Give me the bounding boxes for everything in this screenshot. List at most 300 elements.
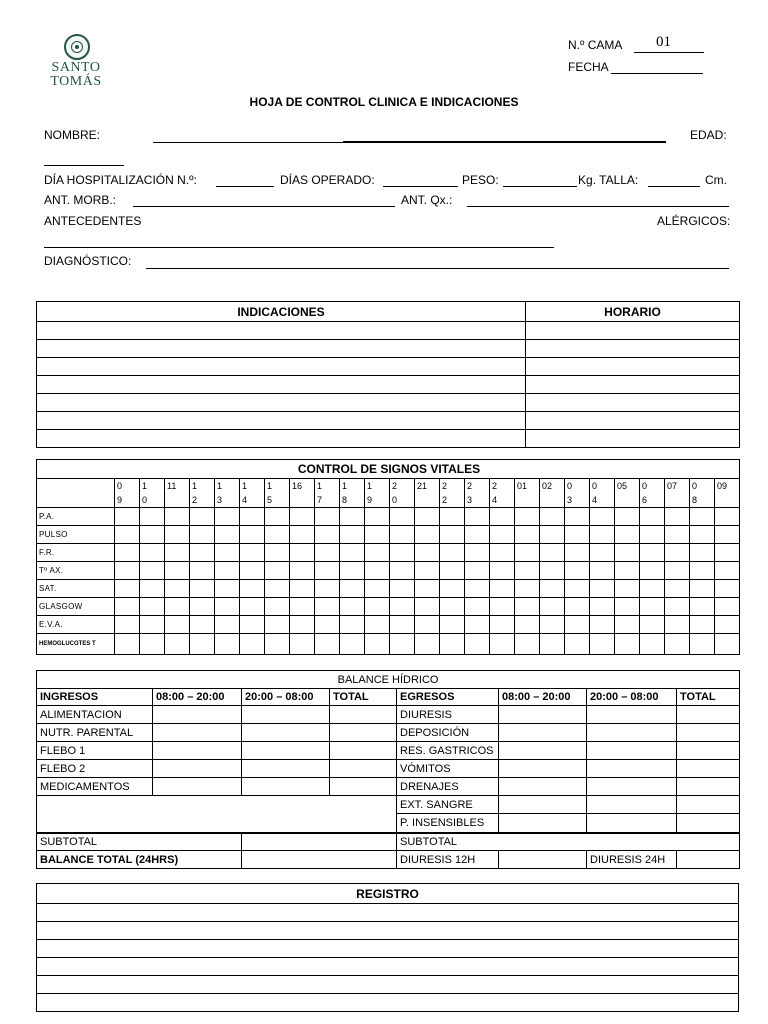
cm-label: Cm. — [705, 173, 727, 187]
vitals-cell[interactable] — [465, 544, 490, 562]
hour-header-cell — [515, 479, 540, 508]
vitals-cell[interactable] — [415, 508, 440, 526]
vitals-cell[interactable] — [540, 544, 565, 562]
vitals-cell[interactable] — [165, 508, 190, 526]
vitals-cell[interactable] — [665, 634, 690, 655]
diuresis12-cell[interactable] — [499, 851, 587, 869]
vitals-cell[interactable] — [565, 508, 590, 526]
vitals-cell[interactable] — [290, 616, 315, 634]
vitals-cell[interactable] — [590, 580, 615, 598]
vitals-cell[interactable] — [440, 508, 465, 526]
vitals-cell[interactable] — [290, 526, 315, 544]
vitals-cell[interactable] — [390, 616, 415, 634]
vitals-cell[interactable] — [115, 616, 140, 634]
vitals-cell[interactable] — [640, 598, 665, 616]
vitals-corner-cell — [37, 479, 115, 508]
ingreso-cell[interactable] — [153, 706, 242, 724]
vitals-cell[interactable] — [415, 634, 440, 655]
vitals-cell[interactable] — [690, 526, 715, 544]
ingreso-total-cell[interactable] — [330, 706, 397, 724]
egreso-cell[interactable] — [587, 760, 677, 778]
vitals-cell[interactable] — [390, 580, 415, 598]
vitals-cell[interactable] — [290, 508, 315, 526]
indicacion-cell[interactable] — [37, 340, 526, 358]
vitals-cell[interactable] — [465, 508, 490, 526]
hour-digit-bottom: 3 — [217, 495, 223, 505]
vitals-cell[interactable] — [240, 508, 265, 526]
vitals-cell[interactable] — [365, 526, 390, 544]
egreso-cell[interactable] — [499, 706, 587, 724]
vitals-cell[interactable] — [290, 544, 315, 562]
hour-digit-top: 05 — [617, 481, 628, 491]
vitals-cell[interactable] — [640, 526, 665, 544]
vitals-cell[interactable] — [515, 544, 540, 562]
vitals-cell[interactable] — [390, 562, 415, 580]
vitals-cell[interactable] — [515, 526, 540, 544]
vitals-cell[interactable] — [665, 562, 690, 580]
vitals-cell[interactable] — [665, 616, 690, 634]
vitals-cell[interactable] — [165, 598, 190, 616]
vitals-cell[interactable] — [140, 580, 165, 598]
vitals-cell[interactable] — [390, 634, 415, 655]
vitals-cell[interactable] — [565, 544, 590, 562]
vitals-cell[interactable] — [140, 634, 165, 655]
horario-cell[interactable] — [526, 412, 740, 430]
vitals-cell[interactable] — [290, 562, 315, 580]
vitals-cell[interactable] — [265, 580, 290, 598]
vitals-row — [37, 508, 740, 526]
egreso-cell[interactable] — [587, 724, 677, 742]
vitals-cell[interactable] — [440, 580, 465, 598]
vitals-cell[interactable] — [365, 598, 390, 616]
indicacion-cell[interactable] — [37, 358, 526, 376]
vitals-cell[interactable] — [265, 526, 290, 544]
vitals-cell[interactable] — [265, 616, 290, 634]
vitals-cell[interactable] — [565, 634, 590, 655]
vitals-cell[interactable] — [140, 616, 165, 634]
registro-row[interactable] — [37, 958, 739, 976]
vitals-cell[interactable] — [115, 562, 140, 580]
vitals-cell[interactable] — [315, 616, 340, 634]
vitals-cell[interactable] — [415, 562, 440, 580]
vitals-cell[interactable] — [165, 616, 190, 634]
egreso-cell[interactable] — [587, 778, 677, 796]
egreso-total-cell[interactable] — [677, 814, 740, 833]
egreso-row-label: DRENAJES — [397, 778, 499, 796]
vitals-cell[interactable] — [715, 634, 740, 655]
vitals-cell[interactable] — [490, 544, 515, 562]
ingreso-cell[interactable] — [153, 742, 242, 760]
edad-label: EDAD: — [690, 128, 727, 142]
vitals-cell[interactable] — [265, 508, 290, 526]
vitals-cell[interactable] — [265, 562, 290, 580]
vitals-cell[interactable] — [465, 526, 490, 544]
vitals-cell[interactable] — [615, 634, 640, 655]
vitals-cell[interactable] — [715, 598, 740, 616]
egresos-header: EGRESOS — [397, 689, 499, 706]
vitals-cell[interactable] — [665, 544, 690, 562]
ingreso-cell[interactable] — [242, 742, 330, 760]
hour-digit-top: 02 — [542, 481, 553, 491]
vitals-cell[interactable] — [440, 598, 465, 616]
vitals-cell[interactable] — [340, 598, 365, 616]
vitals-cell[interactable] — [115, 508, 140, 526]
ingreso-cell[interactable] — [242, 778, 330, 796]
diagnostico-label: DIAGNÓSTICO: — [44, 254, 132, 268]
vitals-cell[interactable] — [515, 508, 540, 526]
ingresos-slot2-header: 20:00 – 08:00 — [242, 689, 330, 706]
vitals-cell[interactable] — [565, 598, 590, 616]
vitals-cell[interactable] — [365, 544, 390, 562]
vitals-cell[interactable] — [440, 616, 465, 634]
vitals-cell[interactable] — [240, 616, 265, 634]
vitals-cell[interactable] — [640, 508, 665, 526]
vitals-cell[interactable] — [215, 508, 240, 526]
vitals-cell[interactable] — [115, 544, 140, 562]
vitals-cell[interactable] — [590, 634, 615, 655]
vitals-cell[interactable] — [490, 616, 515, 634]
indicacion-cell[interactable] — [37, 412, 526, 430]
vitals-cell[interactable] — [190, 562, 215, 580]
ingreso-total-cell[interactable] — [330, 778, 397, 796]
vitals-cell[interactable] — [290, 598, 315, 616]
vitals-cell[interactable] — [690, 544, 715, 562]
hour-digit-top: 21 — [417, 481, 428, 491]
vitals-cell[interactable] — [115, 598, 140, 616]
vitals-cell[interactable] — [615, 562, 640, 580]
hour-digit-top: 2 — [492, 481, 498, 491]
vitals-cell[interactable] — [215, 616, 240, 634]
egreso-cell[interactable] — [499, 814, 587, 833]
vitals-cell[interactable] — [490, 526, 515, 544]
vitals-cell[interactable] — [440, 526, 465, 544]
vitals-cell[interactable] — [615, 526, 640, 544]
vitals-cell[interactable] — [215, 562, 240, 580]
vitals-cell[interactable] — [540, 562, 565, 580]
vitals-cell[interactable] — [590, 508, 615, 526]
vitals-cell[interactable] — [640, 544, 665, 562]
vitals-cell[interactable] — [415, 598, 440, 616]
vitals-cell[interactable] — [665, 508, 690, 526]
hour-digit-top: 2 — [392, 481, 398, 491]
dias-operado-label: DÍAS OPERADO: — [280, 173, 375, 187]
vitals-cell[interactable] — [690, 508, 715, 526]
ingresos-total-header: TOTAL — [330, 689, 397, 706]
horario-cell[interactable] — [526, 322, 740, 340]
vitals-cell[interactable] — [340, 526, 365, 544]
vitals-cell[interactable] — [340, 580, 365, 598]
vitals-cell[interactable] — [415, 616, 440, 634]
diuresis24-cell[interactable] — [677, 851, 740, 869]
egreso-cell[interactable] — [587, 796, 677, 814]
vitals-cell[interactable] — [290, 580, 315, 598]
vitals-cell[interactable] — [715, 580, 740, 598]
hour-digit-bottom: 9 — [367, 495, 373, 505]
vitals-cell[interactable] — [190, 598, 215, 616]
vitals-cell[interactable] — [390, 526, 415, 544]
vitals-cell[interactable] — [715, 544, 740, 562]
vitals-cell[interactable] — [140, 562, 165, 580]
vitals-cell[interactable] — [665, 526, 690, 544]
vitals-cell[interactable] — [690, 616, 715, 634]
vitals-cell[interactable] — [315, 598, 340, 616]
vitals-cell[interactable] — [565, 616, 590, 634]
vitals-cell[interactable] — [390, 544, 415, 562]
vitals-cell[interactable] — [240, 544, 265, 562]
vitals-cell[interactable] — [165, 562, 190, 580]
vitals-cell[interactable] — [115, 580, 140, 598]
vitals-cell[interactable] — [490, 562, 515, 580]
page-title: HOJA DE CONTROL CLINICA E INDICACIONES — [249, 95, 519, 109]
vitals-cell[interactable] — [640, 634, 665, 655]
vitals-cell[interactable] — [665, 598, 690, 616]
vitals-cell[interactable] — [715, 526, 740, 544]
vitals-cell[interactable] — [465, 634, 490, 655]
ingreso-cell[interactable] — [242, 724, 330, 742]
indicacion-cell[interactable] — [37, 322, 526, 340]
vitals-cell[interactable] — [265, 634, 290, 655]
vitals-cell[interactable] — [315, 562, 340, 580]
vitals-cell[interactable] — [240, 526, 265, 544]
balance-table — [36, 670, 740, 869]
egresos-slot1-header: 08:00 – 20:00 — [499, 689, 587, 706]
vitals-cell[interactable] — [615, 616, 640, 634]
vitals-cell[interactable] — [340, 544, 365, 562]
hour-header-cell — [115, 479, 140, 508]
indicacion-cell[interactable] — [37, 376, 526, 394]
vitals-row — [37, 544, 740, 562]
vitals-cell[interactable] — [190, 544, 215, 562]
egreso-total-cell[interactable] — [677, 706, 740, 724]
ingreso-cell[interactable] — [153, 724, 242, 742]
ingreso-cell[interactable] — [153, 760, 242, 778]
vitals-cell[interactable] — [140, 544, 165, 562]
registro-row[interactable] — [37, 904, 739, 922]
vitals-cell[interactable] — [365, 634, 390, 655]
vitals-cell[interactable] — [290, 634, 315, 655]
vitals-cell[interactable] — [490, 634, 515, 655]
hour-header-cell — [440, 479, 465, 508]
vitals-cell[interactable] — [115, 526, 140, 544]
vitals-cell[interactable] — [690, 634, 715, 655]
vitals-cell[interactable] — [340, 616, 365, 634]
ingreso-total-cell[interactable] — [330, 724, 397, 742]
vitals-cell[interactable] — [640, 616, 665, 634]
vitals-cell[interactable] — [365, 580, 390, 598]
vitals-cell[interactable] — [165, 526, 190, 544]
vitals-cell[interactable] — [715, 616, 740, 634]
hour-header-cell — [265, 479, 290, 508]
egreso-cell[interactable] — [587, 706, 677, 724]
vitals-cell[interactable] — [690, 580, 715, 598]
dia-hosp-line — [216, 186, 274, 187]
vitals-cell[interactable] — [140, 598, 165, 616]
vitals-cell[interactable] — [215, 526, 240, 544]
vitals-cell[interactable] — [240, 580, 265, 598]
vitals-cell[interactable] — [465, 562, 490, 580]
vitals-cell[interactable] — [615, 508, 640, 526]
registro-row[interactable] — [37, 994, 739, 1012]
vitals-cell[interactable] — [390, 598, 415, 616]
vitals-cell[interactable] — [540, 580, 565, 598]
vitals-cell[interactable] — [515, 598, 540, 616]
vitals-cell[interactable] — [590, 544, 615, 562]
vitals-cell[interactable] — [440, 562, 465, 580]
vitals-cell[interactable] — [615, 580, 640, 598]
vitals-cell[interactable] — [165, 544, 190, 562]
ingresos-blank-area — [37, 796, 397, 833]
vitals-cell[interactable] — [540, 616, 565, 634]
vitals-cell[interactable] — [190, 526, 215, 544]
vitals-cell[interactable] — [240, 634, 265, 655]
hour-digit-bottom: 4 — [492, 495, 498, 505]
vitals-cell[interactable] — [265, 598, 290, 616]
vitals-cell[interactable] — [415, 580, 440, 598]
vitals-cell[interactable] — [515, 616, 540, 634]
vitals-cell[interactable] — [490, 598, 515, 616]
vitals-cell[interactable] — [515, 562, 540, 580]
vitals-cell[interactable] — [565, 562, 590, 580]
balance-total-label: BALANCE TOTAL (24HRS) — [37, 851, 242, 869]
hour-header-cell — [465, 479, 490, 508]
vitals-cell[interactable] — [390, 508, 415, 526]
vitals-cell[interactable] — [565, 526, 590, 544]
vitals-cell[interactable] — [565, 580, 590, 598]
vitals-cell[interactable] — [540, 598, 565, 616]
ant-qx-label: ANT. Qx.: — [401, 193, 453, 207]
vitals-cell[interactable] — [315, 544, 340, 562]
registro-row[interactable] — [37, 922, 739, 940]
vitals-cell[interactable] — [365, 562, 390, 580]
indicacion-cell[interactable] — [37, 394, 526, 412]
ingresos-subtotal-cell[interactable] — [242, 833, 397, 851]
vitals-cell[interactable] — [465, 598, 490, 616]
horario-cell[interactable] — [526, 430, 740, 448]
vitals-cell[interactable] — [340, 562, 365, 580]
ingreso-total-cell[interactable] — [330, 742, 397, 760]
vitals-cell[interactable] — [590, 526, 615, 544]
vitals-cell[interactable] — [690, 562, 715, 580]
vitals-cell[interactable] — [265, 544, 290, 562]
vitals-cell[interactable] — [340, 634, 365, 655]
vitals-cell[interactable] — [190, 508, 215, 526]
vitals-cell[interactable] — [465, 616, 490, 634]
vitals-cell[interactable] — [165, 580, 190, 598]
vitals-cell[interactable] — [315, 634, 340, 655]
vitals-cell[interactable] — [590, 616, 615, 634]
vitals-cell[interactable] — [215, 580, 240, 598]
vitals-cell[interactable] — [140, 526, 165, 544]
egreso-total-cell[interactable] — [677, 760, 740, 778]
vitals-cell[interactable] — [240, 562, 265, 580]
horario-cell[interactable] — [526, 376, 740, 394]
vitals-cell[interactable] — [240, 598, 265, 616]
vitals-cell[interactable] — [215, 634, 240, 655]
egreso-total-cell[interactable] — [677, 724, 740, 742]
vitals-cell[interactable] — [640, 580, 665, 598]
vitals-cell[interactable] — [715, 508, 740, 526]
horario-cell[interactable] — [526, 394, 740, 412]
ingreso-cell[interactable] — [242, 706, 330, 724]
vitals-cell[interactable] — [590, 598, 615, 616]
egreso-cell[interactable] — [499, 742, 587, 760]
registro-row[interactable] — [37, 940, 739, 958]
logo-line2: TOMÁS — [50, 74, 102, 89]
ingreso-total-cell[interactable] — [330, 760, 397, 778]
vitals-cell[interactable] — [665, 580, 690, 598]
vitals-row-label: Tº AX. — [37, 562, 115, 580]
ant-morb-label: ANT. MORB.: — [44, 193, 117, 207]
registro-row[interactable] — [37, 976, 739, 994]
vitals-cell[interactable] — [315, 508, 340, 526]
vitals-cell[interactable] — [415, 544, 440, 562]
fecha-label: FECHA — [568, 60, 609, 74]
vitals-cell[interactable] — [215, 544, 240, 562]
vitals-cell[interactable] — [615, 598, 640, 616]
vitals-cell[interactable] — [540, 508, 565, 526]
vitals-cell[interactable] — [690, 598, 715, 616]
vitals-cell[interactable] — [715, 562, 740, 580]
egreso-cell[interactable] — [499, 760, 587, 778]
egreso-total-cell[interactable] — [677, 778, 740, 796]
horario-cell[interactable] — [526, 340, 740, 358]
vitals-cell[interactable] — [365, 508, 390, 526]
horario-cell[interactable] — [526, 358, 740, 376]
vitals-cell[interactable] — [515, 634, 540, 655]
egreso-cell[interactable] — [587, 742, 677, 760]
hour-header-cell — [690, 479, 715, 508]
vitals-cell[interactable] — [190, 580, 215, 598]
vitals-cell[interactable] — [315, 526, 340, 544]
vitals-cell[interactable] — [540, 526, 565, 544]
vitals-cell[interactable] — [490, 580, 515, 598]
ingreso-cell[interactable] — [242, 760, 330, 778]
egreso-total-cell[interactable] — [677, 742, 740, 760]
vitals-cell[interactable] — [540, 634, 565, 655]
vitals-cell[interactable] — [515, 580, 540, 598]
hour-digit-bottom: 8 — [692, 495, 698, 505]
vitals-cell[interactable] — [315, 580, 340, 598]
vitals-cell[interactable] — [190, 616, 215, 634]
vitals-cell[interactable] — [140, 508, 165, 526]
vitals-cell[interactable] — [490, 508, 515, 526]
indicacion-cell[interactable] — [37, 430, 526, 448]
vitals-cell[interactable] — [590, 562, 615, 580]
vitals-cell[interactable] — [465, 580, 490, 598]
vitals-cell[interactable] — [190, 634, 215, 655]
vitals-cell[interactable] — [640, 562, 665, 580]
vitals-cell[interactable] — [415, 526, 440, 544]
egreso-cell[interactable] — [499, 778, 587, 796]
vitals-cell[interactable] — [440, 634, 465, 655]
egreso-cell[interactable] — [499, 796, 587, 814]
cama-value: 01 — [656, 34, 671, 50]
vitals-cell[interactable] — [215, 598, 240, 616]
egreso-cell[interactable] — [499, 724, 587, 742]
vitals-cell[interactable] — [115, 634, 140, 655]
hour-digit-top: 1 — [317, 481, 323, 491]
vitals-cell[interactable] — [165, 634, 190, 655]
ingreso-cell[interactable] — [153, 778, 242, 796]
vitals-cell[interactable] — [365, 616, 390, 634]
egreso-row-label: VÓMITOS — [397, 760, 499, 778]
egreso-cell[interactable] — [587, 814, 677, 833]
balance-total-cell[interactable] — [242, 851, 397, 869]
vitals-cell[interactable] — [615, 544, 640, 562]
egreso-total-cell[interactable] — [677, 796, 740, 814]
vitals-cell[interactable] — [340, 508, 365, 526]
vitals-cell[interactable] — [440, 544, 465, 562]
